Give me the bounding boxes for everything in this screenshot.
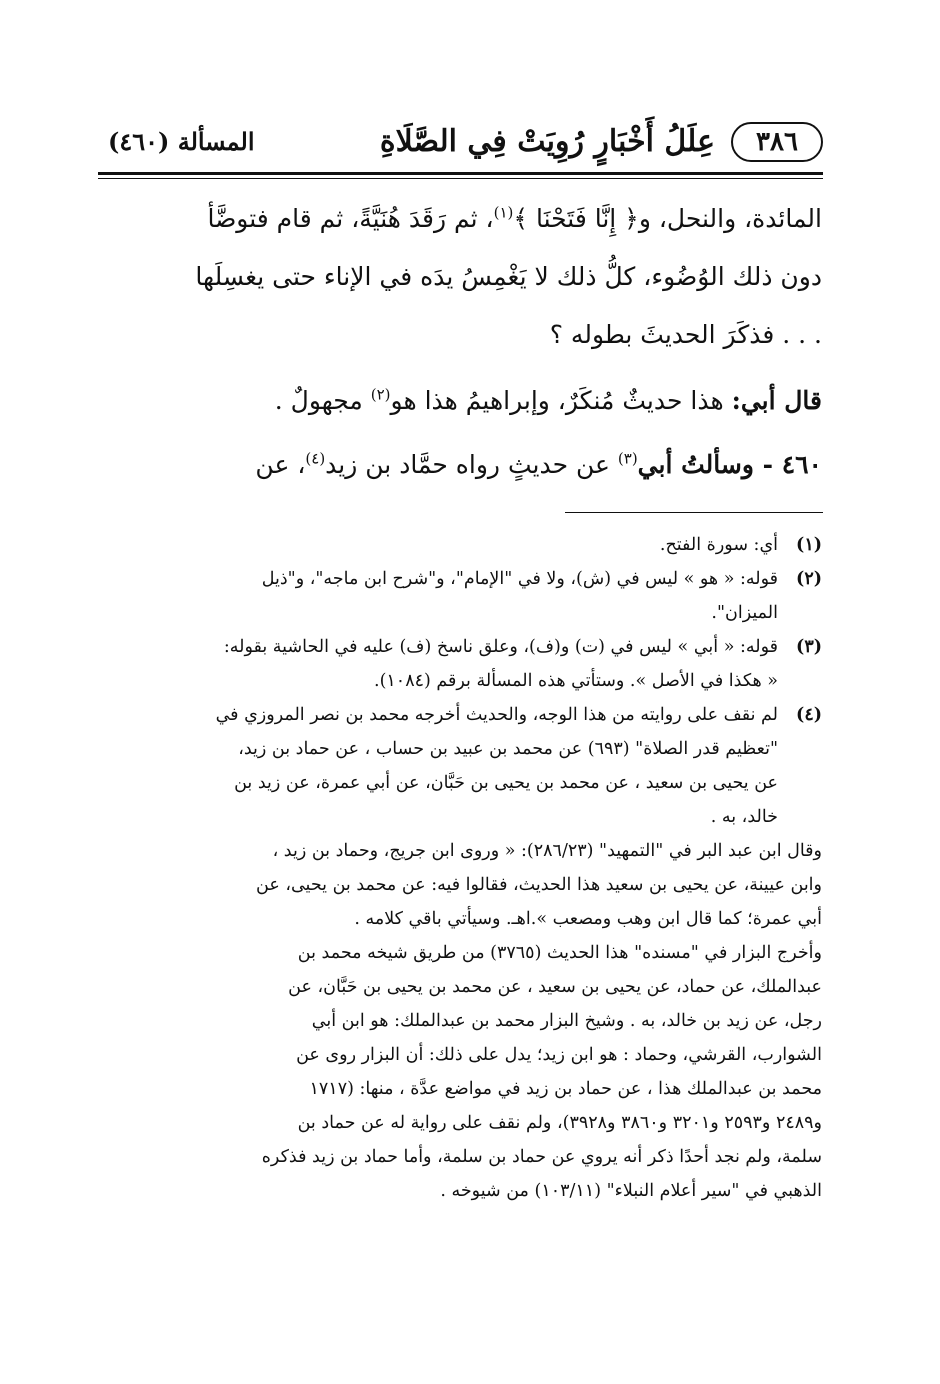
footnote-ref-1[interactable]: (١) <box>493 203 514 222</box>
footnotes <box>104 528 822 1208</box>
issue-label: المسألة (٤٦٠) <box>108 127 255 156</box>
text-line-2: دون ذلك الوُضُوء، كلُّ ذلك لا يَغْمِسُ يدَه في الإناء حتى يغسِلَها <box>195 262 822 291</box>
footnote-number: (٤) <box>796 705 822 725</box>
header-rule <box>98 172 823 175</box>
footnote-3: (٣) قوله: « أبي » ليس في (ت) و(ف)، وعلق ناسخ (ف) عليه في الحاشية بقوله: « هكذا في الأصل ». وستأتي هذه المسألة برقم (١٠٨٤). <box>104 630 822 698</box>
footnote-4-paragraph-3: وأخرج البزار في "مسنده" هذا الحديث (٣٧٦٥) من طريق شيخه محمد بن عبدالملك، عن حماد، عن يحيى بن سعيد ، عن محمد بن يحيى بن حَبَّان، عن رجل، عن زيد بن خالد، به . وشيخ البزار محمد بن عبدالملك: هو ابن أبي الشوارب، القرشي، وحماد : هو ابن زيد؛ يدل على ذلك: أن البزار روى عن محمد بن عبدالملك هذا ، عن حماد بن زيد في مواضع عدَّة ، منها: (١٧١٧ و٢٤٨٩ و٢٥٩٣ و٣٢٠١ و٣٨٦٠ و٣٩٢٨)، ولم نقف على رواية له عن حماد بن سلمة، ولم نجد أحدًا ذكر أنه يروي عن حماد بن سلمة، وأما حماد بن زيد فذكره الذهبي في "سير أعلام النبلاء" (١٠٣/١١) من شيوخه . <box>261 943 822 1201</box>
main-text <box>102 190 822 494</box>
abi-label: قال أبي: <box>731 386 822 415</box>
header-rule-thin <box>98 178 823 179</box>
text-line-3: . . . فذكَرَ الحديثَ بطوله ؟ <box>549 320 822 349</box>
question-number: ٤٦٠ - وسألتُ أبي <box>637 450 822 479</box>
footnote-4: (٤) لم نقف على روايته من هذا الوجه، والحديث أخرجه محمد بن نصر المروزي في "تعظيم قدر الصلاة" (٦٩٣) عن محمد بن عبيد بن حساب ، عن حماد بن زيد، عن يحيى بن سعيد ، عن محمد بن يحيى بن حَبَّان، عن أبي عمرة، عن زيد بن خالد، به . <box>104 698 822 834</box>
footnote-separator <box>565 512 823 513</box>
footnote-ref-3[interactable]: (٣) <box>617 449 638 468</box>
running-header <box>98 118 823 170</box>
question-460: ٤٦٠ - وسألتُ أبي$^{(٣)}$ عن حديثٍ رواه حمَّاد بن زيد$^{(٤)}$، عن <box>255 449 822 479</box>
text-line-1: المائدة، والنحل، و﴿ إِنَّا فَتَحْنَا ﴾$^{(١)}$، ثم رَقَدَ هُنَيَّةً، ثم قام فتوضَّأ <box>207 203 822 233</box>
footnote-2: (٢) قوله: « هو » ليس في (ش)، ولا في "الإمام"، و"شرح ابن ماجه"، و"ذيل الميزان". <box>104 562 822 630</box>
footnote-number: (٢) <box>796 569 822 589</box>
footnote-1: (١) أي: سورة الفتح. <box>104 528 822 562</box>
footnote-4-paragraph-2: وقال ابن عبد البر في "التمهيد" (٢٨٦/٢٣): « وروى ابن جريج، وحماد بن زيد ، وابن عيينة، عن يحيى بن سعيد هذا الحديث، فقالوا فيه: عن محمد بن يحيى، عن أبي عمرة؛ كما قال ابن وهب ومصعب ».اهـ. وسيأتي باقي كلامه . <box>256 841 822 929</box>
book-title: عِلَلُ أَخْبَارٍ رُوِيَتْ فِي الصَّلَاةِ <box>379 124 715 159</box>
page-number: ٣٨٦ <box>731 122 823 162</box>
footnote-ref-2[interactable]: (٢) <box>370 385 391 404</box>
footnote-ref-4[interactable]: (٤) <box>305 449 326 468</box>
footnote-number: (٣) <box>796 637 822 657</box>
abi-statement: قال أبي: هذا حديثٌ مُنكَرٌ، وإبراهيمُ هذا هو$^{(٢)}$ مجهولٌ . <box>274 385 822 415</box>
footnote-number: (١) <box>796 535 822 555</box>
